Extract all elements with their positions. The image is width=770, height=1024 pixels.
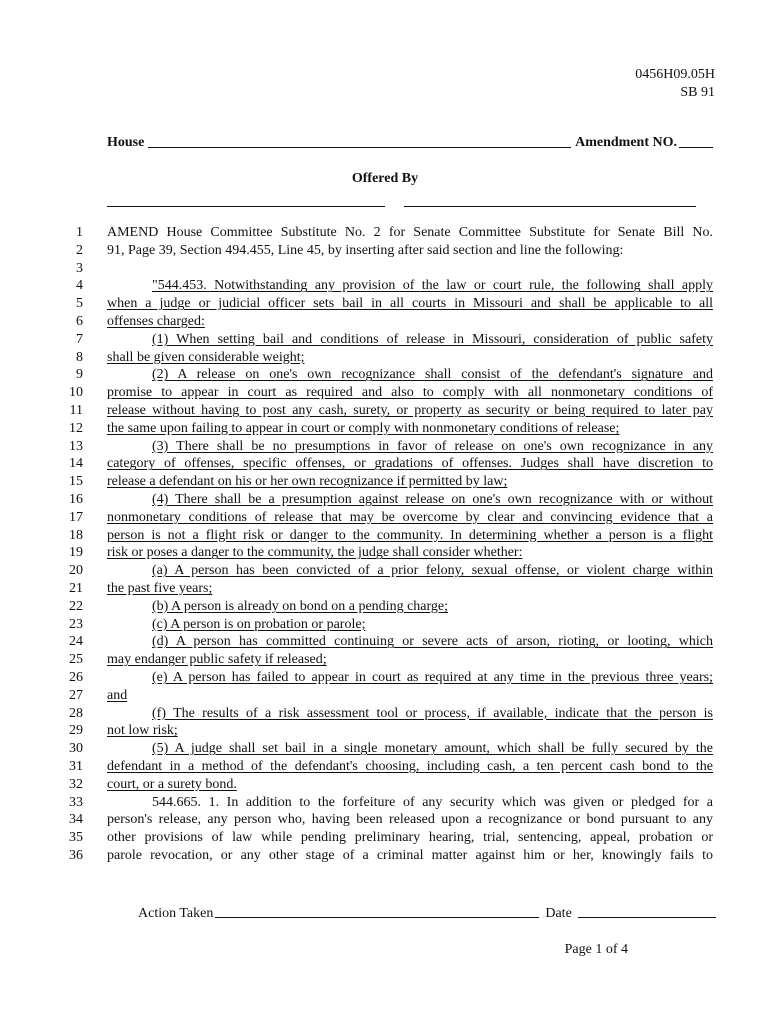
line-number: 23 xyxy=(69,616,83,632)
offered-by-label: Offered By xyxy=(351,171,419,186)
line-text: person is not a flight risk or danger to the community. In determining whether a person is a flight xyxy=(107,527,713,543)
line-number: 25 xyxy=(69,652,83,668)
line-text: (3) There shall be no presumptions in favor of release on one's own recognizance in any xyxy=(152,438,713,454)
text-line xyxy=(40,758,730,776)
action-taken-label: Action Taken xyxy=(138,906,214,921)
text-line xyxy=(40,616,730,634)
line-number: 19 xyxy=(69,545,83,561)
text-line xyxy=(40,224,730,242)
text-line xyxy=(40,260,730,278)
line-text: and xyxy=(107,687,128,703)
line-number: 21 xyxy=(69,580,83,596)
line-number: 5 xyxy=(76,296,83,312)
line-text: (b) A person is already on bond on a pending charge; xyxy=(152,598,449,614)
text-line xyxy=(40,829,730,847)
amendment-code: 0456H09.05H xyxy=(635,67,715,82)
line-number: 8 xyxy=(76,349,83,365)
text-line xyxy=(40,420,730,438)
line-number: 2 xyxy=(76,242,83,258)
action-taken-blank xyxy=(215,917,539,918)
line-number: 3 xyxy=(76,260,83,276)
text-line xyxy=(40,491,730,509)
line-text: offenses charged: xyxy=(107,313,205,329)
text-line xyxy=(40,847,730,865)
line-text: promise to appear in court as required and also to comply with all nonmonetary conditions of xyxy=(107,385,713,401)
line-text: person's release, any person who, having been released upon a recognizance or bond pursuant to any xyxy=(107,812,713,828)
text-line xyxy=(40,384,730,402)
line-number: 28 xyxy=(69,705,83,721)
line-text: (e) A person has failed to appear in court as required at any time in the previous three years; xyxy=(152,669,713,685)
line-number: 13 xyxy=(69,438,83,454)
text-line xyxy=(40,295,730,313)
line-number: 27 xyxy=(69,687,83,703)
line-text: "544.453. Notwithstanding any provision of the law or court rule, the following shall apply xyxy=(152,278,713,294)
line-text: release a defendant on his or her own recognizance if permitted by law; xyxy=(107,474,508,490)
line-text: release without having to post any cash, surety, or property as security or being required to later pay xyxy=(107,402,713,418)
amendment-number-label: Amendment NO. xyxy=(575,135,677,150)
text-line xyxy=(40,331,730,349)
line-text: (f) The results of a risk assessment tool or process, if available, indicate that the person is xyxy=(152,705,713,721)
line-text: when a judge or judicial officer sets bail in all courts in Missouri and shall be applicable to all xyxy=(107,296,713,312)
text-line xyxy=(40,544,730,562)
line-number: 14 xyxy=(69,456,83,472)
text-line xyxy=(40,580,730,598)
text-line xyxy=(40,349,730,367)
date-label: Date xyxy=(545,906,572,921)
line-number: 9 xyxy=(76,367,83,383)
text-line xyxy=(40,242,730,260)
line-number: 34 xyxy=(69,812,83,828)
text-line xyxy=(40,527,730,545)
amendment-number-blank xyxy=(679,147,713,148)
line-text: the past five years; xyxy=(107,580,213,596)
line-number: 6 xyxy=(76,313,83,329)
text-line xyxy=(40,811,730,829)
line-text: the same upon failing to appear in court or comply with nonmonetary conditions of release; xyxy=(107,420,620,436)
line-text: category of offenses, specific offenses, or gradations of offenses. Judges shall have discretion to xyxy=(107,456,713,472)
line-text: (2) A release on one's own recognizance shall consist of the defendant's signature and xyxy=(152,367,713,383)
text-line xyxy=(40,740,730,758)
line-text: 91, Page 39, Section 494.455, Line 45, by inserting after said section and line the following: xyxy=(107,242,624,258)
offered-by-line-left xyxy=(107,206,385,207)
line-number: 20 xyxy=(69,563,83,579)
line-number: 7 xyxy=(76,331,83,347)
line-number: 17 xyxy=(69,509,83,525)
line-number: 16 xyxy=(69,491,83,507)
line-number: 18 xyxy=(69,527,83,543)
line-text: may endanger public safety if released; xyxy=(107,652,327,668)
line-text: not low risk; xyxy=(107,723,178,739)
line-number: 30 xyxy=(69,741,83,757)
line-number: 10 xyxy=(69,385,83,401)
offered-by-line-right xyxy=(404,206,696,207)
line-number: 32 xyxy=(69,776,83,792)
house-blank-line xyxy=(148,147,571,148)
text-line xyxy=(40,313,730,331)
text-line xyxy=(40,277,730,295)
line-text: (a) A person has been convicted of a prior felony, sexual offense, or violent charge within xyxy=(152,563,713,579)
line-number: 31 xyxy=(69,758,83,774)
line-text: other provisions of law while pending preliminary hearing, trial, sentencing, appeal, probation or xyxy=(107,830,713,846)
line-text: (5) A judge shall set bail in a single monetary amount, which shall be fully secured by the xyxy=(152,741,713,757)
line-text: risk or poses a danger to the community, the judge shall consider whether: xyxy=(107,545,523,561)
text-line xyxy=(40,473,730,491)
text-line xyxy=(40,669,730,687)
line-number: 4 xyxy=(76,278,83,294)
line-text: defendant in a method of the defendant's choosing, including cash, a ten percent cash bond to the xyxy=(107,758,713,774)
house-label: House xyxy=(107,135,145,150)
date-blank xyxy=(578,917,716,918)
text-line xyxy=(40,687,730,705)
line-text: shall be given considerable weight; xyxy=(107,349,305,365)
line-text: AMEND House Committee Substitute No. 2 for Senate Committee Substitute for Senate Bill No. xyxy=(107,225,713,240)
text-line xyxy=(40,438,730,456)
amendment-text-body xyxy=(40,224,730,865)
line-text: (d) A person has committed continuing or severe acts of arson, rioting, or looting, which xyxy=(152,634,713,650)
text-line xyxy=(40,705,730,723)
line-number: 29 xyxy=(69,723,83,739)
line-text: nonmonetary conditions of release that may be overcome by clear and convincing evidence that a xyxy=(107,509,713,525)
line-number: 15 xyxy=(69,474,83,490)
line-number: 35 xyxy=(69,830,83,846)
line-text: court, or a surety bond. xyxy=(107,776,237,792)
line-number: 11 xyxy=(69,402,83,418)
text-line xyxy=(40,562,730,580)
text-line xyxy=(40,776,730,794)
bill-number: SB 91 xyxy=(680,85,715,100)
line-text: parole revocation, or any other stage of a criminal matter against him or her, knowingly fails to xyxy=(107,847,713,863)
line-number: 22 xyxy=(69,598,83,614)
text-line xyxy=(40,509,730,527)
line-number: 33 xyxy=(69,794,83,810)
text-line xyxy=(40,633,730,651)
text-line xyxy=(40,402,730,420)
line-number: 24 xyxy=(69,634,83,650)
text-line xyxy=(40,455,730,473)
line-text: (4) There shall be a presumption against release on one's own recognizance with or without xyxy=(152,491,713,507)
page-number: Page 1 of 4 xyxy=(564,942,628,957)
text-line xyxy=(40,651,730,669)
line-number: 1 xyxy=(76,225,83,240)
house-amendment-row xyxy=(107,134,713,152)
text-line xyxy=(40,794,730,812)
line-number: 12 xyxy=(69,420,83,436)
text-line xyxy=(40,366,730,384)
line-text: (1) When setting bail and conditions of release in Missouri, consideration of public safety xyxy=(152,331,713,347)
line-number: 26 xyxy=(69,669,83,685)
document-code-block xyxy=(635,66,715,102)
line-text: 544.665. 1. In addition to the forfeiture of any security which was given or pledged for a xyxy=(152,794,713,810)
text-line xyxy=(40,598,730,616)
text-line xyxy=(40,722,730,740)
action-taken-row xyxy=(138,906,716,922)
line-text: (c) A person is on probation or parole; xyxy=(152,616,366,632)
line-number: 36 xyxy=(69,847,83,863)
